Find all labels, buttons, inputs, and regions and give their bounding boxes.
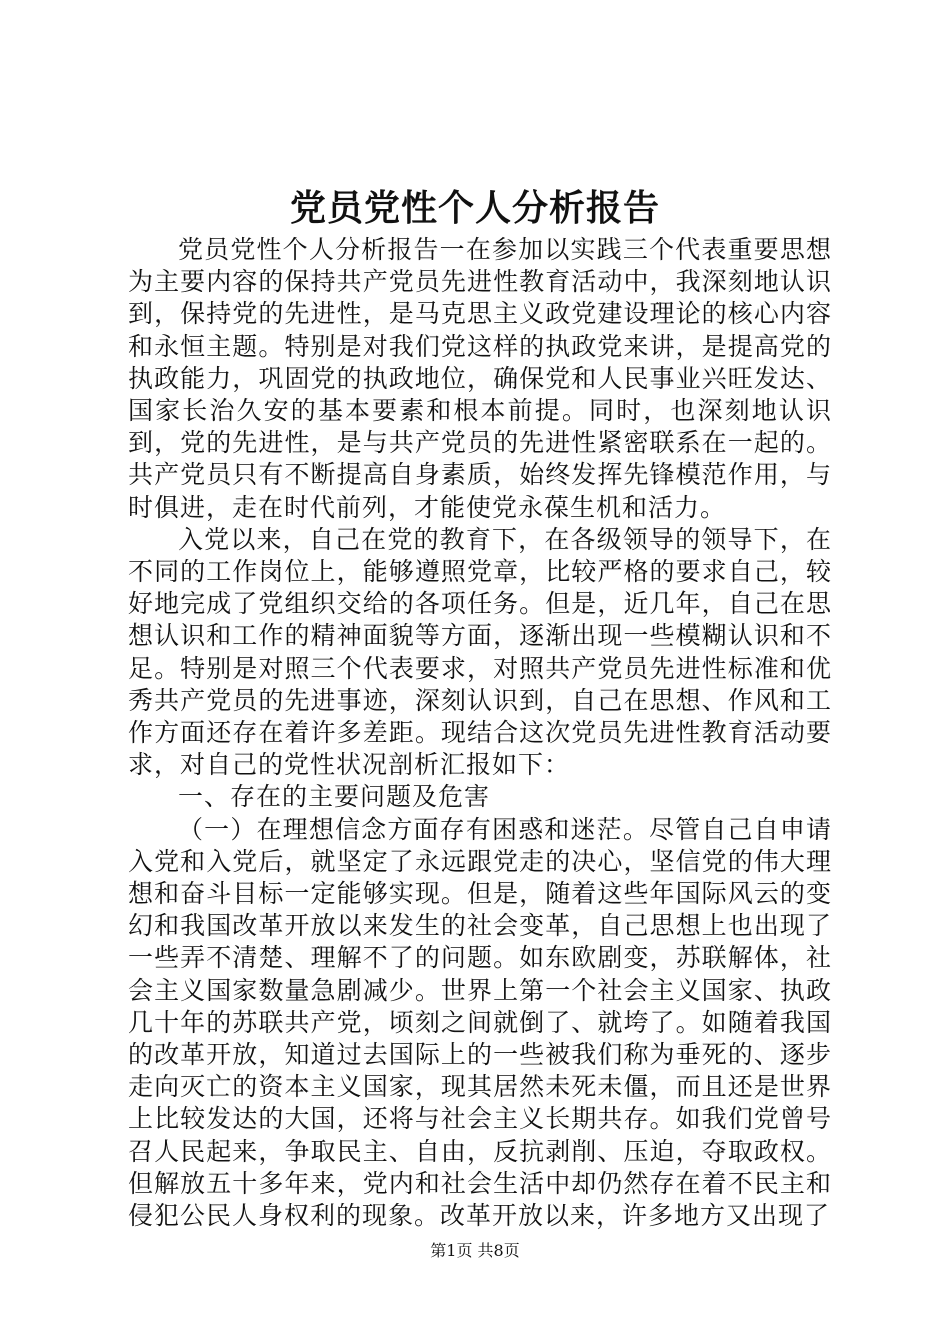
paragraph-ideals-beliefs: （一）在理想信念方面存有困惑和迷茫。尽管自己自申请入党和入党后，就坚定了永远跟党走的决心，坚信党的伟大理想和奋斗目标一定能够实现。但是，随着这些年国际风云的变幻和我国改革开放以来发生的社会变革，自己思想上也出现了一些弄不清楚、理解不了的问题。如东欧剧变，苏联解体，社会主义国家数量急剧减少。世界上第一个社会主义国家、执政几十年的苏联共产党，顷刻之间就倒了、就垮了。如随着我国的改革开放，知道过去国际上的一些被我们称为垂死的、逐步走向灭亡的资本主义国家，现其居然未死未僵，而且还是世界上比较发达的大国，还将与社会主义长期共存。如我们党曾号召人民起来，争取民主、自由，反抗剥削、压迫，夺取政权。但解放五十多年来，党内和社会生活中却仍然存在着不民主和侵犯公民人身权利的现象。改革开放以来，许多地方又出现了 [128, 814, 832, 1231]
document-title: 党员党性个人分析报告 [289, 187, 660, 229]
page-number: 第1页 [430, 1241, 473, 1260]
page-footer [0, 1240, 950, 1262]
section-heading-problems: 一、存在的主要问题及危害 [178, 782, 491, 812]
document-body [128, 234, 832, 1232]
page-total: 共8页 [477, 1241, 520, 1260]
paragraph-since-joining: 入党以来，自己在党的教育下，在各级领导的领导下，在不同的工作岗位上，能够遵照党章，比较严格的要求自己，较好地完成了党组织交给的各项任务。但是，近几年，自己在思想认识和工作的精神面貌等方面，逐渐出现一些模糊认识和不足。特别是对照三个代表要求，对照共产党员先进性标准和优秀共产党员的先进事迹，深刻认识到，自己在思想、作风和工作方面还存在着许多差距。现结合这次党员先进性教育活动要求，对自己的党性状况剖析汇报如下： [128, 524, 832, 780]
paragraph-intro: 党员党性个人分析报告一在参加以实践三个代表重要思想为主要内容的保持共产党员先进性教育活动中，我深刻地认识到，保持党的先进性，是马克思主义政党建设理论的核心内容和永恒主题。特别是对我们党这样的执政党来讲，是提高党的执政能力，巩固党的执政地位，确保党和人民事业兴旺发达、国家长治久安的基本要素和根本前提。同时，也深刻地认识到，党的先进性，是与共产党员的先进性紧密联系在一起的。共产党员只有不断提高自身素质，始终发挥先锋模范作用，与时俱进，走在时代前列，才能使党永葆生机和活力。 [128, 235, 832, 522]
